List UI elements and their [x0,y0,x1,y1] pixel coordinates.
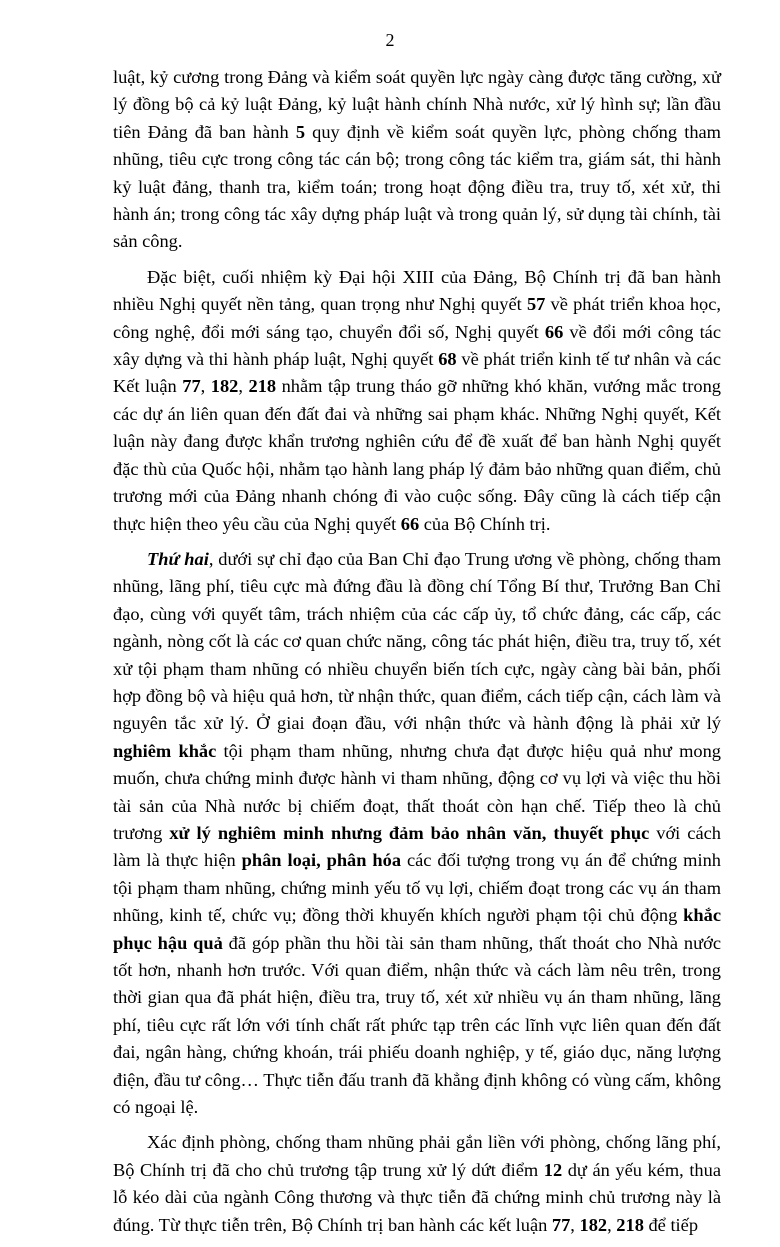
bold-text: 57 [526,294,546,315]
bold-text: 5 [295,121,306,142]
text-run: , dưới sự chỉ đạo của Ban Chỉ đạo Trung ương về phòng, chống tham nhũng, lãng phí, tiêu cực mà đứng đầu là đồng chí Tổng Bí thư, Trưởng Ban Chỉ đạo, cùng với quyết tâm, trách nhiệm của các cấp ủy, tổ chức đảng, các cấp, các ngành, nòng cốt là các cơ quan chức năng, công tác phát hiện, điều tra, truy tố, xét xử tội phạm tham nhũng có nhiều chuyển biến tích cực, ngày càng bài bản, phối hợp đồng bộ và hiệu quả hơn, từ nhận thức, quan điểm, cách tiếp cận, cách làm và nguyên tắc xử lý. Ở giai đoạn đầu, với nhận thức và hành động là phải xử lý [113,548,721,734]
text-run: các đối tượng trong vụ án để chứng minh tội phạm tham nhũng, chứng minh yếu tố vụ lợi, chiếm đoạt trong các vụ án tham nhũng, kinh tế, chức vụ; đồng thời khuyến khích người phạm tội chủ động [113,850,721,926]
text-run: luật, kỷ cương trong Đảng và kiểm soát quyền lực ngày càng được tăng cường, xử lý đồng bộ cả kỷ luật Đảng, kỷ luật hành chính Nhà nước, xử lý hình sự; lần đầu tiên Đảng đã ban hành [113,67,721,142]
bold-text: 218 [248,376,277,397]
text-run: Đặc biệt, cuối nhiệm kỳ Đại hội XIII của Đảng, Bộ Chính trị đã ban hành nhiều Nghị quyết nền tảng, quan trọng như Nghị quyết [113,266,721,315]
text-run: với cách làm là thực hiện [113,822,721,871]
bold-italic-text: Thứ hai [147,548,209,569]
text-run: , [238,376,249,397]
text-run: nhằm tập trung tháo gỡ những khó khăn, vướng mắc trong các dự án liên quan đến đất đai và những sai phạm khác. Những Nghị quyết, Kết luận này đang được khẩn trương nghiên cứu để đề xuất để ban hành Nghị quyết đặc thù của Quốc hội, nhằm tạo hành lang pháp lý đảm bảo những quan điểm, chủ trương mới của Đảng nhanh chóng đi vào cuộc sống. Đây cũng là cách tiếp cận thực hiện theo yêu cầu của Nghị quyết [113,376,721,534]
paragraph [113,64,721,256]
bold-text: 218 [616,1214,644,1235]
bold-text: khắc phục hậu quả [113,905,721,953]
page-number: 2 [385,30,395,50]
text-run: Xác định phòng, chống tham nhũng phải gắn liền với phòng, chống lãng phí, Bộ Chính trị đã cho chủ trương tập trung xử lý dứt điểm [113,1132,721,1180]
text-run: về phát triển kinh tế tư nhân và các Kết luận [113,349,721,397]
bold-text: nghiêm khắc [113,740,217,761]
text-run: quy định về kiểm soát quyền lực, phòng chống tham nhũng, tiêu cực trong công tác cán bộ; trong công tác kiểm tra, giám sát, thi hành kỷ luật đảng, thanh tra, kiểm toán; trong hoạt động điều tra, truy tố, xét xử, thi hành án; trong công tác xây dựng pháp luật và trong quản lý, sử dụng tài chính, tài sản công. [113,121,721,252]
bold-text: 66 [544,321,564,342]
text-run: về đổi mới công tác xây dựng và thi hành pháp luật, Nghị quyết [113,321,721,370]
text-run: dự án yếu kém, thua lỗ kéo dài của ngành Công thương và thực tiễn đã chứng minh chủ trương này là đúng. Từ thực tiễn trên, Bộ Chính trị ban hành các kết luận [113,1159,721,1235]
bold-text: 66 [400,513,420,534]
bold-text: 182 [579,1214,608,1235]
bold-text: 77 [551,1214,571,1235]
bold-text: 182 [210,376,239,397]
paragraph [113,1129,721,1239]
paragraph [113,546,721,1122]
text-run: , [607,1214,617,1235]
bold-text: phân loại, phân hóa [241,850,402,871]
text-run: của Bộ Chính trị. [419,513,551,534]
text-run: để tiếp [643,1214,699,1235]
document-body [113,64,721,1247]
text-run: đã góp phần thu hồi tài sản tham nhũng, thất thoát cho Nhà nước tốt hơn, nhanh hơn trước. Với quan điểm, nhận thức và cách làm nêu trên, trong thời gian qua đã phát hiện, điều tra, truy tố, xét xử nhiều vụ án tham nhũng, lãng phí, tiêu cực rất lớn với tính chất rất phức tạp trên các lĩnh vực liên quan đến đất đai, ngân hàng, chứng khoán, trái phiếu doanh nghiệp, y tế, giáo dục, năng lượng điện, đầu tư công… Thực tiễn đấu tranh đã khẳng định không có vùng cấm, không có ngoại lệ. [113,932,721,1118]
text-run: tội phạm tham nhũng, nhưng chưa đạt được hiệu quả như mong muốn, chưa chứng minh được hành vi tham nhũng, động cơ vụ lợi và việc thu hồi tài sản của Nhà nước bị chiếm đoạt, thất thoát còn hạn chế. Tiếp theo là chủ trương [113,740,721,843]
bold-text: 68 [438,349,457,370]
text-run: , [200,376,211,397]
text-run: , [570,1214,580,1235]
paragraph [113,264,721,538]
bold-text: 77 [182,376,201,397]
bold-text: 12 [543,1159,563,1180]
bold-text: xử lý nghiêm minh nhưng đảm bảo nhân văn, thuyết phục [169,822,650,843]
text-run: về phát triển khoa học, công nghệ, đổi mới sáng tạo, chuyển đổi số, Nghị quyết [113,294,721,342]
